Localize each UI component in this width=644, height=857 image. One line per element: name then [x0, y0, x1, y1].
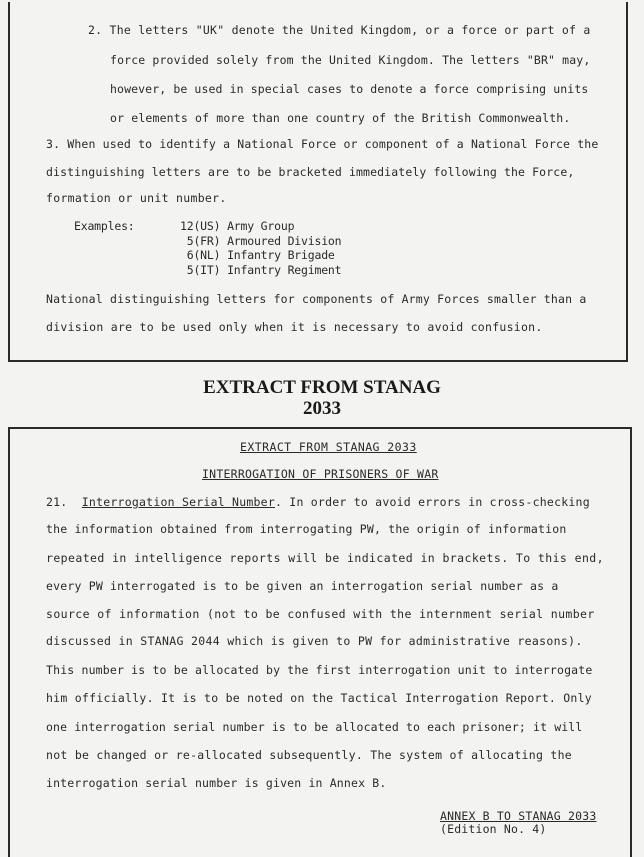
para21-line: not be changed or re-allocated subsequently. The system of allocating the — [46, 748, 572, 762]
para21-line: him officially. It is to be noted on the Tactical Interrogation Report. Only — [46, 691, 592, 705]
para21-line: the information obtained from interrogating PW, the origin of information — [46, 522, 567, 536]
para2-line: or elements of more than one country of the British Commonwealth. — [110, 111, 571, 125]
para21-line: repeated in intelligence reports will be indicated in brackets. To this end, — [46, 551, 604, 565]
para21-heading: Interrogation Serial Number — [81, 495, 275, 509]
para2-line: force provided solely from the United Kingdom. The letters "BR" may, — [110, 53, 591, 67]
edition-number: (Edition No. 4) — [440, 822, 547, 836]
para21-line: interrogation serial number is given in Annex B. — [46, 776, 387, 790]
para21-line: source of information (not to be confused with the internment serial number — [46, 607, 595, 621]
example-line: 12(US) Army Group — [180, 219, 295, 233]
para2-line: 2. The letters "UK" denote the United Kingdom, or a force or part of a — [88, 23, 591, 37]
annex-reference: ANNEX B TO STANAG 2033 — [440, 809, 597, 823]
para2-line: however, be used in special cases to denote a force comprising units — [110, 82, 589, 96]
closing-line: National distinguishing letters for components of Army Forces smaller than a — [46, 292, 587, 306]
extract-subtitle: INTERROGATION OF PRISONERS OF WAR — [202, 467, 439, 481]
section-heading-line2: 2033 — [303, 398, 341, 419]
para3-line: 3. When used to identify a National Force or component of a National Force the — [46, 137, 599, 151]
para3-line: formation or unit number. — [46, 191, 227, 205]
example-line: 5(FR) Armoured Division — [180, 234, 342, 248]
section-heading — [0, 377, 644, 419]
para21-number: 21. — [46, 495, 68, 509]
extract-title: EXTRACT FROM STANAG 2033 — [240, 440, 417, 454]
examples-label: Examples: — [74, 219, 135, 233]
para21-first-line — [46, 495, 590, 509]
closing-line: division are to be used only when it is necessary to avoid confusion. — [46, 320, 543, 334]
example-line: 5(IT) Infantry Regiment — [180, 263, 342, 277]
section-heading-line1: EXTRACT FROM STANAG — [203, 377, 441, 398]
para21-first-rest: . In order to avoid errors in cross-checking — [275, 495, 590, 509]
para21-line: one interrogation serial number is to be allocated to each prisoner; it will — [46, 720, 583, 734]
para3-line: distinguishing letters are to be bracketed immediately following the Force, — [46, 165, 575, 179]
para21-line: every PW interrogated is to be given an interrogation serial number as a — [46, 579, 559, 593]
para21-line: discussed in STANAG 2044 which is given to PW for administrative reasons). — [46, 634, 583, 648]
para21-line: This number is to be allocated by the first interrogation unit to interrogate — [46, 663, 593, 677]
example-line: 6(NL) Infantry Brigade — [180, 248, 335, 262]
